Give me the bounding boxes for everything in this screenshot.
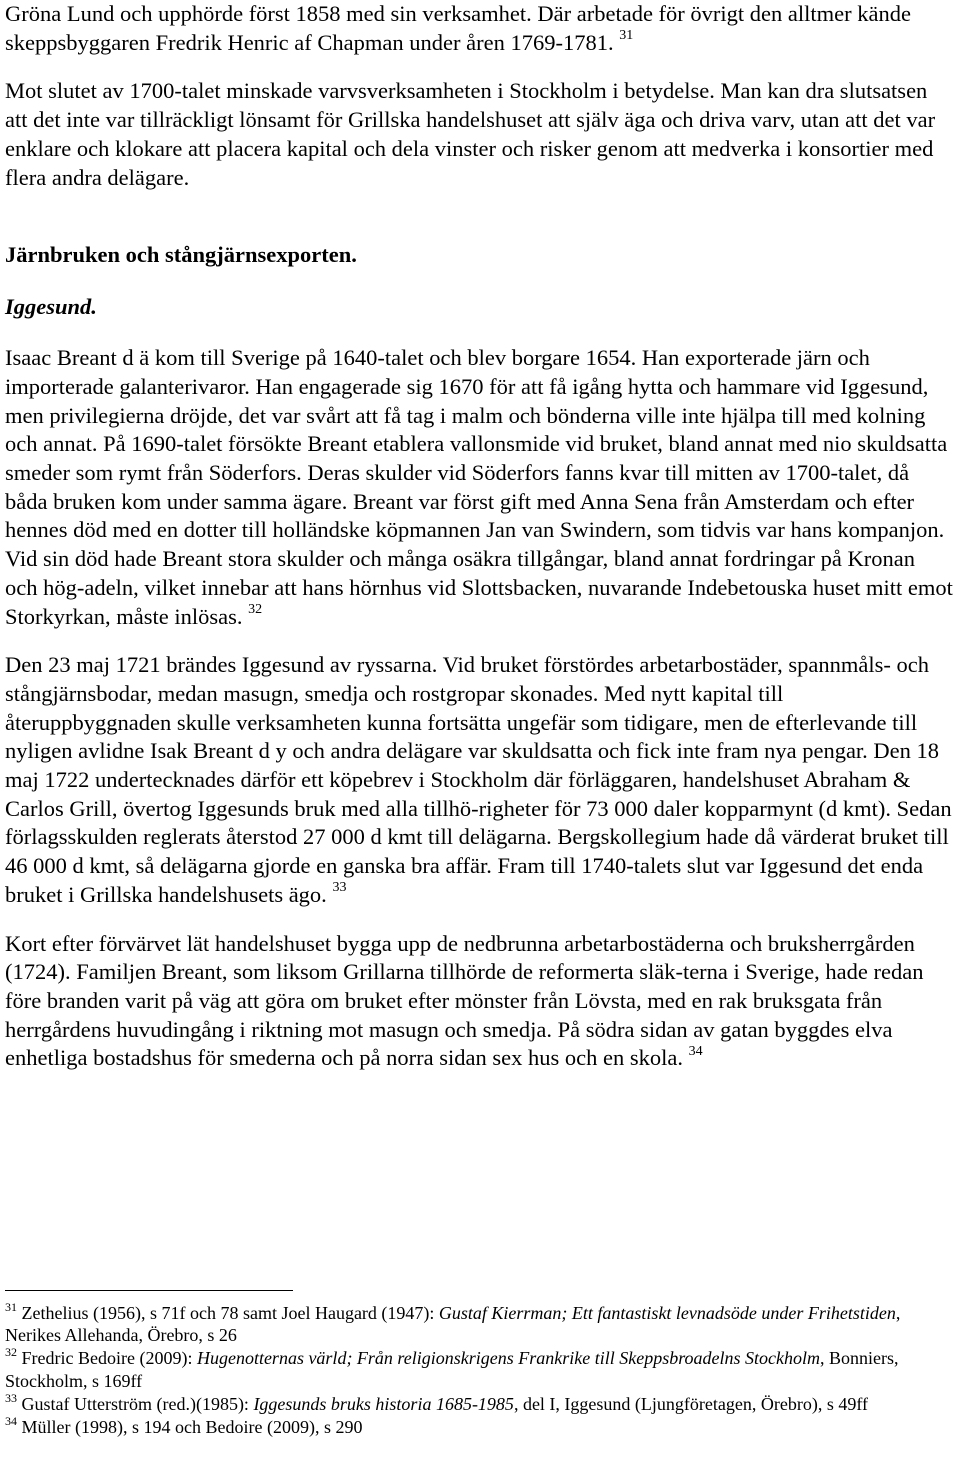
paragraph-text: Kort efter förvärvet lät handelshuset bygga upp de nedbrunna arbetarbostäderna och bruksherrgården (1724). Familjen Breant, som liksom Grillarna tillhörde de reformerta släk-terna i Sverige, hade redan före branden varit på väg att göra om bruket efter mönster från Lövsta, med en rak bruksgata från herrgårdens huvudingång i riktning mot masugn och smedja. På södra sidan av gatan byggdes elva enhetliga bostadshus för smederna och på norra sidan sex hus och en skola.: [5, 930, 924, 1071]
document-page: [5, 0, 953, 1073]
footnote-ref[interactable]: 31: [619, 28, 634, 44]
footnote-text: , Nerikes Allehanda, Örebro, s 26: [5, 1303, 901, 1346]
footnote-number: 31: [5, 1300, 17, 1314]
footnote-text: Zethelius (1956), s 71f och 78 samt Joel Haugard (1947):: [21, 1303, 439, 1323]
footnote-text: , Bonniers, Stockholm, s 169ff: [5, 1348, 899, 1391]
footnote: [5, 1390, 953, 1415]
footnote-number: 33: [5, 1390, 17, 1405]
paragraph-text: Mot slutet av 1700-talet minskade varvsverksamheten i Stockholm i betydelse. Man kan dra slutsatsen att det inte var tillräckligt lönsamt för Grillska handelshuset att själv äga och driva varv, utan att det var enklare och klokare att placera kapital och dela vinster och risker genom att medverka i konsortier med flera andra delägare.: [5, 78, 936, 190]
subsection-heading: Iggesund.: [5, 294, 97, 320]
paragraph-breant: [5, 344, 953, 631]
section-heading: Järnbruken och stångjärnsexporten.: [5, 242, 357, 268]
footnote-title: Iggesunds bruks historia 1685-1985: [253, 1393, 514, 1414]
footnote-title: Gustaf Kierrman; Ett fantastiskt levnadsöde under Frihetstiden: [438, 1303, 896, 1323]
footnote-number: 34: [5, 1413, 17, 1428]
footnote-text: Gustaf Utterström (red.)(1985):: [21, 1393, 254, 1414]
footnote: [5, 1302, 953, 1347]
paragraph-varvsverksamheten: [5, 77, 953, 192]
footnote-text: Müller (1998), s 194 och Bedoire (2009), s 290: [21, 1416, 363, 1437]
paragraph-bruksgata: [5, 930, 953, 1074]
footnote: [5, 1413, 953, 1438]
footnotes: [5, 1302, 953, 1439]
paragraph-text: Den 23 maj 1721 brändes Iggesund av ryssarna. Vid bruket förstördes arbetarbostäder, spannmåls- och stångjärnsbodar, medan masugn, smedja och rostgropar skonades. Med nytt kapital till återuppbyggnaden skulle verksamheten kunna fortsätta ungefär som tidigare, men de efterlevande till nyligen avlidne Isak Breant d y och andra delägare var skuldsatta och fick inte fram nya pengar. Den 18 maj 1722 undertecknades därför ett köpebrev i Stockholm där förläggaren, handelshuset Abraham & Carlos Grill, övertog Iggesunds bruk med alla tillhö-righeter för 73 000 daler kopparmynt (d kmt). Sedan förlagsskulden reglerats återstod 27 000 d kmt till delägarna. Bergskollegium hade då värderat bruket till 46 000 d kmt, så delägarna gjorde en ganska bra affär. Fram till 1740-talets slut var Iggesund det enda bruket i Grillska handelshusets ägo.: [5, 652, 952, 907]
paragraph-text: Isaac Breant d ä kom till Sverige på 1640-talet och blev borgare 1654. Han exporterade järn och importerade galanterivaror. Han engagerade sig 1670 för att få igång hytta och hammare vid Iggesund, men privilegierna dröjde, det var svårt att få tag i malm och bönderna ville inte hjälpa till med kolning och annat. På 1690-talet försökte Breant etablera vallonsmide vid bruket, bland annat med nio skuldsatta smeder som rymt från Söderfors. Deras skulder vid Söderfors fanns kvar till mitten av 1700-talet, då båda bruken kom under samma ägare. Breant var först gift med Anna Sena från Amsterdam och efter hennes död med en dotter till holländske köpmannen Jan van Swindern, som tidvis var hans kompanjon. Vid sin död hade Breant stora skulder och många osäkra tillgångar, bland annat fordringar på Kronan och hög-adeln, vilket innebar att hans hörnhus vid Slottsbacken, nuvarande Indebetouska huset mitt emot Storkyrkan, måste inlösas.: [5, 345, 953, 629]
footnote-ref[interactable]: 33: [332, 880, 347, 896]
footnote-ref[interactable]: 32: [248, 602, 263, 618]
footnote-separator: [5, 1290, 293, 1291]
footnote-number: 32: [5, 1345, 17, 1360]
footnote-text: Fredric Bedoire (2009):: [21, 1348, 197, 1369]
paragraph-iggesund-brand: [5, 651, 953, 909]
footnote-ref[interactable]: 34: [688, 1043, 703, 1059]
footnote-title: Hugenotternas värld; Från religionskrigens Frankrike till Skeppsbroadelns Stockholm: [196, 1348, 821, 1369]
footnote-text: , del I, Iggesund (Ljungföretagen, Örebro), s 49ff: [513, 1393, 868, 1414]
paragraph-gröna-lund: [5, 0, 953, 57]
paragraph-text: Gröna Lund och upphörde först 1858 med sin verksamhet. Där arbetade för övrigt den alltmer kände skeppsbyggaren Fredrik Henric af Chapman under åren 1769-1781.: [5, 1, 911, 55]
footnote: [5, 1347, 953, 1392]
